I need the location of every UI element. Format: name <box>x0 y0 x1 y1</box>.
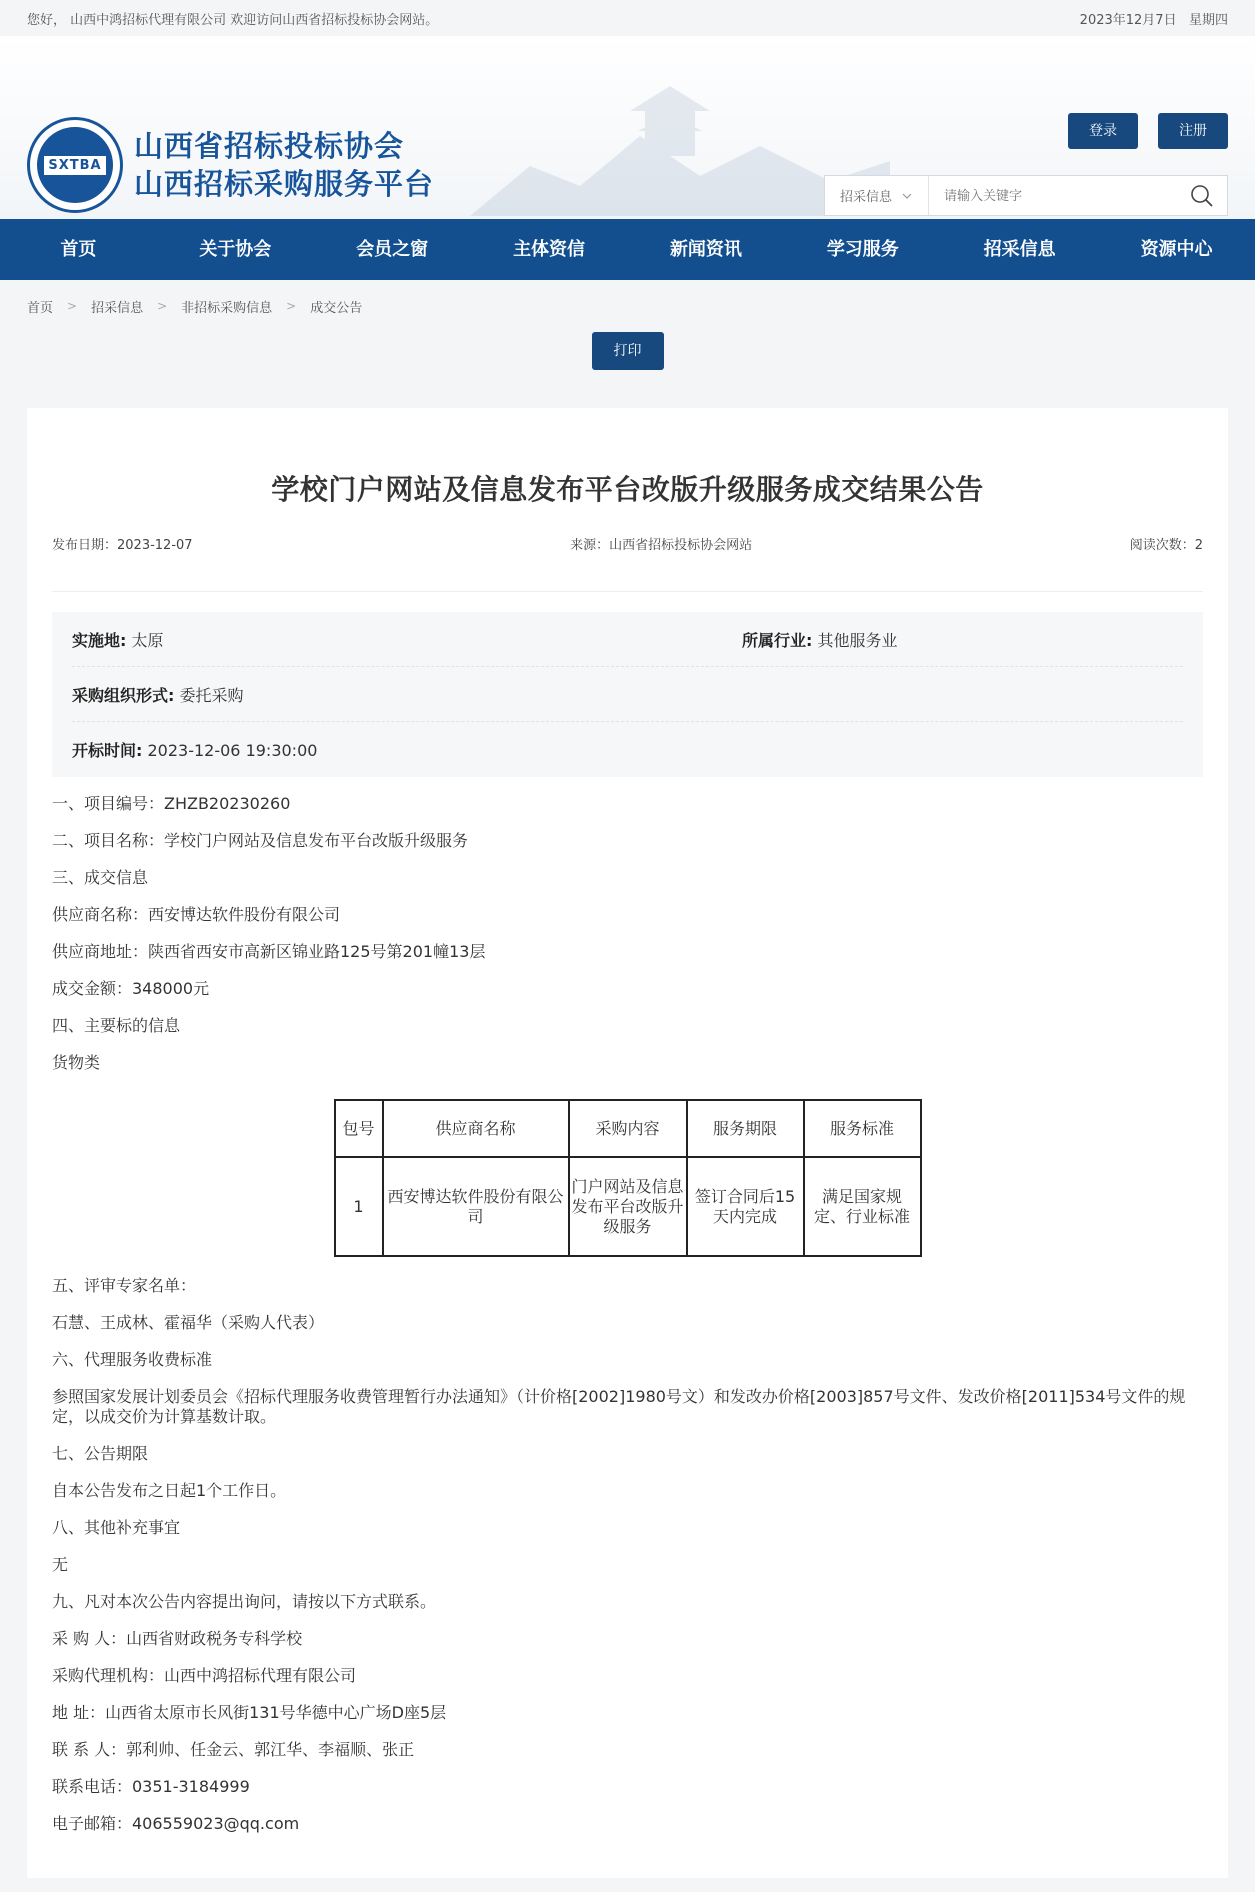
chevron-right-icon: > <box>67 299 78 313</box>
paragraph: 石慧、王成林、霍福华（采购人代表） <box>52 1313 325 1332</box>
breadcrumb-home[interactable]: 首页 <box>27 300 54 316</box>
paragraph: 七、公告期限 <box>52 1444 149 1463</box>
chevron-right-icon: > <box>286 299 297 313</box>
main-nav <box>0 219 1255 280</box>
nav-credit[interactable]: 主体资信 <box>513 239 586 260</box>
table-header: 服务标准 <box>804 1100 921 1157</box>
publish-date: 发布日期：2023-12-07 <box>52 538 193 553</box>
bid-items-table <box>334 1099 922 1257</box>
print-button[interactable]: 打印 <box>592 332 664 370</box>
table-header: 采购内容 <box>569 1100 687 1157</box>
register-button[interactable]: 注册 <box>1158 113 1228 149</box>
org-form-label: 采购组织形式: <box>72 685 175 705</box>
table-cell: 1 <box>335 1157 383 1256</box>
login-button[interactable]: 登录 <box>1068 113 1138 149</box>
open-time-value: 2023-12-06 19:30:00 <box>147 741 318 760</box>
nav-about[interactable]: 关于协会 <box>199 239 272 260</box>
breadcrumb <box>0 280 1255 332</box>
logo-inner <box>37 127 113 203</box>
site-header <box>0 36 1255 219</box>
table-header: 供应商名称 <box>383 1100 569 1157</box>
paragraph: 成交金额：348000元 <box>52 979 210 998</box>
chevron-down-icon <box>902 193 912 199</box>
industry-value: 其他服务业 <box>817 630 898 650</box>
association-logo[interactable] <box>27 117 123 213</box>
location-value: 太原 <box>131 630 164 650</box>
paragraph: 采购代理机构：山西中鸿招标代理有限公司 <box>52 1666 357 1685</box>
paragraph: 地 址：山西省太原市长风街131号华德中心广场D座5层 <box>52 1703 447 1722</box>
info-row <box>72 667 1183 722</box>
paragraph: 五、评审专家名单： <box>52 1276 197 1295</box>
nav-home[interactable]: 首页 <box>60 239 97 260</box>
paragraph: 供应商名称：西安博达软件股份有限公司 <box>52 905 341 924</box>
paragraph: 九、凡对本次公告内容提出询问，请按以下方式联系。 <box>52 1592 437 1611</box>
table-header: 包号 <box>335 1100 383 1157</box>
read-count-value: 2 <box>1194 538 1203 553</box>
chevron-right-icon: > <box>157 299 168 313</box>
nav-members[interactable]: 会员之窗 <box>356 239 429 260</box>
table-cell: 西安博达软件股份有限公司 <box>383 1157 569 1256</box>
article-body <box>52 794 1203 1834</box>
current-date <box>1080 9 1228 28</box>
read-count-label: 阅读次数： <box>1129 538 1195 553</box>
article-panel <box>27 408 1228 1878</box>
paragraph: 自本公告发布之日起1个工作日。 <box>52 1481 287 1500</box>
welcome-text: 您好， 山西中鸿招标代理有限公司 欢迎访问山西省招标投标协会网站。 <box>27 12 439 28</box>
search-category-select[interactable] <box>825 176 929 215</box>
logo-abbr: SXTBA <box>44 156 105 175</box>
breadcrumb-current[interactable]: 成交公告 <box>310 300 363 316</box>
table-header: 服务期限 <box>687 1100 804 1157</box>
breadcrumb-non-tender[interactable]: 非招标采购信息 <box>181 300 273 316</box>
read-count <box>1130 534 1203 553</box>
article-source: 来源：山西省招标投标协会网站 <box>570 538 753 553</box>
search-button[interactable] <box>1177 184 1227 208</box>
nav-learning[interactable]: 学习服务 <box>826 239 899 260</box>
article-meta <box>52 534 1203 592</box>
weekday-text: 星期四 <box>1188 12 1228 28</box>
open-time-field <box>72 738 317 761</box>
nav-news[interactable]: 新闻资讯 <box>669 239 742 260</box>
paragraph: 采 购 人：山西省财政税务专科学校 <box>52 1629 303 1648</box>
paragraph: 参照国家发展计划委员会《招标代理服务收费管理暂行办法通知》（计价格[2002]1980号文）和发改办价格[2003]857号文件、发改价格[2011]534号文件的规定，以成交价为计算基数计取。 <box>52 1387 1186 1426</box>
table-cell: 门户网站及信息发布平台改版升级服务 <box>569 1157 687 1256</box>
breadcrumb-procurement[interactable]: 招采信息 <box>91 300 144 316</box>
top-bar <box>0 0 1255 36</box>
paragraph: 无 <box>52 1555 69 1574</box>
info-row <box>72 722 1183 777</box>
org-form-value: 委托采购 <box>179 685 244 705</box>
paragraph: 八、其他补充事宜 <box>52 1518 181 1537</box>
project-info-box <box>52 612 1203 777</box>
table-header-row <box>335 1100 921 1157</box>
paragraph: 一、项目编号：ZHZB20230260 <box>52 794 291 813</box>
site-name-line1: 山西省招标投标协会 <box>134 129 405 163</box>
industry-field <box>742 628 898 651</box>
paragraph: 三、成交信息 <box>52 868 149 887</box>
search-icon <box>1190 184 1214 208</box>
location-label: 实施地: <box>72 630 127 650</box>
table-cell: 签订合同后15天内完成 <box>687 1157 804 1256</box>
paragraph: 四、主要标的信息 <box>52 1016 181 1035</box>
article-title: 学校门户网站及信息发布平台改版升级服务成交结果公告 <box>271 473 984 506</box>
paragraph: 电子邮箱：406559023@qq.com <box>52 1814 300 1833</box>
date-text: 2023年12月7日 <box>1079 12 1177 28</box>
nav-resources[interactable]: 资源中心 <box>1140 239 1213 260</box>
paragraph: 二、项目名称：学校门户网站及信息发布平台改版升级服务 <box>52 831 469 850</box>
search-input[interactable] <box>929 176 1177 215</box>
open-time-label: 开标时间: <box>72 741 143 760</box>
print-area <box>0 332 1255 397</box>
table-row <box>335 1157 921 1256</box>
org-form-field <box>72 683 244 706</box>
site-name <box>134 127 434 203</box>
industry-label: 所属行业: <box>742 630 813 650</box>
paragraph: 六、代理服务收费标准 <box>52 1350 213 1369</box>
site-name-line2: 山西招标采购服务平台 <box>134 167 435 201</box>
paragraph: 货物类 <box>52 1053 101 1072</box>
search-bar <box>824 175 1228 216</box>
location-field <box>72 628 742 651</box>
table-cell: 满足国家规定、行业标准 <box>804 1157 921 1256</box>
search-category-label: 招采信息 <box>840 190 893 205</box>
nav-procurement[interactable]: 招采信息 <box>983 239 1056 260</box>
paragraph: 联 系 人：郭利帅、任金云、郭江华、李福顺、张正 <box>52 1740 415 1759</box>
info-row <box>72 612 1183 667</box>
paragraph: 联系电话：0351-3184999 <box>52 1777 250 1796</box>
paragraph: 供应商地址：陕西省西安市高新区锦业路125号第201幢13层 <box>52 942 486 961</box>
